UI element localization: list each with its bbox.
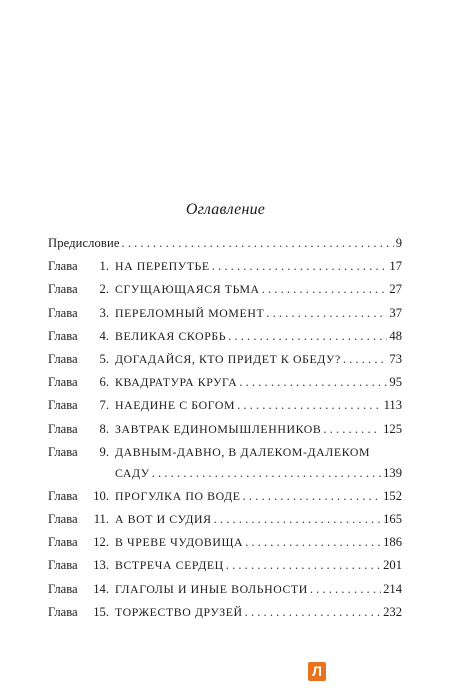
toc-entry-title: НАЕДИНЕ С БОГОМ bbox=[115, 398, 236, 413]
leader-dots bbox=[262, 282, 388, 297]
toc-entry-page: 232 bbox=[383, 604, 402, 619]
leader-dots bbox=[310, 582, 381, 597]
toc-entry-page: 125 bbox=[383, 421, 402, 436]
chapter-word: Глава bbox=[48, 558, 78, 573]
chapter-word: Глава bbox=[48, 421, 78, 436]
chapter-number: 15. bbox=[93, 604, 109, 619]
chapter-number: 9. bbox=[99, 444, 109, 459]
toc-entry-title: КВАДРАТУРА КРУГА bbox=[115, 375, 238, 390]
leader-dots bbox=[239, 375, 387, 390]
toc-entry-chapter-1[interactable] bbox=[48, 259, 402, 274]
leader-dots bbox=[212, 259, 388, 274]
toc-entry-page: 95 bbox=[389, 375, 402, 390]
toc-entry-chapter-7[interactable] bbox=[48, 398, 402, 413]
chapter-word: Глава bbox=[48, 444, 78, 459]
toc-entry-title: ДОГАДАЙСЯ, КТО ПРИДЕТ К ОБЕДУ? bbox=[115, 351, 341, 366]
toc-heading: Оглавление bbox=[185, 201, 266, 218]
toc-entry-chapter-2[interactable] bbox=[48, 282, 402, 297]
toc-entry-title: НА ПЕРЕПУТЬЕ bbox=[115, 259, 210, 274]
leader-dots bbox=[226, 558, 381, 573]
chapter-word: Глава bbox=[48, 375, 78, 390]
chapter-number: 14. bbox=[93, 581, 109, 596]
toc-entry-chapter-11[interactable] bbox=[48, 512, 402, 527]
toc-entry-page: 73 bbox=[389, 351, 402, 366]
leader-dots bbox=[237, 398, 382, 413]
toc-entry-title: Предисловие bbox=[48, 236, 120, 250]
toc-entry-chapter-10[interactable] bbox=[48, 489, 402, 504]
publisher-logo-icon bbox=[308, 662, 326, 681]
toc-entry-title: ПРОГУЛКА ПО ВОДЕ bbox=[115, 488, 241, 503]
toc-entry-title: А ВОТ И СУДИЯ bbox=[115, 512, 212, 527]
chapter-number: 1. bbox=[99, 259, 109, 274]
toc-entry-chapter-9[interactable] bbox=[48, 445, 402, 481]
toc-entry-title: ТОРЖЕСТВО ДРУЗЕЙ bbox=[115, 604, 243, 619]
chapter-number: 3. bbox=[99, 305, 109, 320]
leader-dots bbox=[245, 605, 381, 620]
toc-entry-page: 139 bbox=[383, 465, 402, 480]
chapter-number: 5. bbox=[99, 351, 109, 366]
toc-entry-page: 9 bbox=[395, 236, 402, 250]
toc-entry-chapter-4[interactable] bbox=[48, 329, 402, 344]
toc-entry-chapter-3[interactable] bbox=[48, 306, 402, 321]
toc-entry-page: 201 bbox=[383, 558, 402, 573]
chapter-number: 13. bbox=[93, 558, 109, 573]
leader-dots bbox=[122, 236, 394, 251]
chapter-number: 4. bbox=[99, 328, 109, 343]
toc-entry-chapter-6[interactable] bbox=[48, 375, 402, 390]
toc-entry-chapter-8[interactable] bbox=[48, 422, 402, 437]
chapter-word: Глава bbox=[48, 512, 78, 527]
table-of-contents bbox=[48, 236, 402, 628]
leader-dots bbox=[214, 512, 382, 527]
leader-dots bbox=[152, 466, 381, 481]
toc-entry-page: 37 bbox=[389, 305, 402, 320]
toc-entry-page: 165 bbox=[383, 512, 402, 527]
toc-entry-title-line-1: ДАВНЫМ-ДАВНО, В ДАЛЕКОМ-ДАЛЕКОМ bbox=[115, 444, 371, 459]
chapter-word: Глава bbox=[48, 305, 78, 320]
toc-entry-chapter-15[interactable] bbox=[48, 605, 402, 620]
toc-entry-page: 113 bbox=[383, 398, 402, 413]
toc-entry-title: ГЛАГОЛЫ И ИНЫЕ ВОЛЬНОСТИ bbox=[115, 581, 308, 596]
toc-entry-page: 17 bbox=[389, 259, 402, 274]
chapter-word: Глава bbox=[48, 581, 78, 596]
toc-entry-title: ВСТРЕЧА СЕРДЕЦ bbox=[115, 558, 224, 573]
leader-dots bbox=[245, 535, 381, 550]
chapter-word: Глава bbox=[48, 398, 78, 413]
leader-dots bbox=[343, 352, 388, 367]
chapter-number: 12. bbox=[93, 535, 109, 550]
leader-dots bbox=[228, 329, 387, 344]
toc-entry-chapter-12[interactable] bbox=[48, 535, 402, 550]
toc-entry-page: 186 bbox=[383, 535, 402, 550]
chapter-word: Глава bbox=[48, 351, 78, 366]
toc-entry-page: 152 bbox=[383, 488, 402, 503]
chapter-number: 10. bbox=[93, 488, 109, 503]
toc-entry-title-line-2: САДУ bbox=[115, 465, 150, 480]
toc-entry-title: В ЧРЕВЕ ЧУДОВИЩА bbox=[115, 535, 244, 550]
toc-entry-chapter-5[interactable] bbox=[48, 352, 402, 367]
chapter-word: Глава bbox=[48, 328, 78, 343]
toc-entry-page: 27 bbox=[389, 282, 402, 297]
chapter-number: 8. bbox=[99, 421, 109, 436]
leader-dots bbox=[266, 306, 387, 321]
chapter-word: Глава bbox=[48, 282, 78, 297]
chapter-number: 7. bbox=[99, 398, 109, 413]
toc-entry-chapter-14[interactable] bbox=[48, 582, 402, 597]
toc-entry-title: ЗАВТРАК ЕДИНОМЫШЛЕННИКОВ bbox=[115, 421, 322, 436]
toc-entry-title: ВЕЛИКАЯ СКОРБЬ bbox=[115, 328, 227, 343]
toc-entry-page: 48 bbox=[389, 328, 402, 343]
chapter-word: Глава bbox=[48, 259, 78, 274]
chapter-number: 2. bbox=[99, 282, 109, 297]
toc-entry-title: ПЕРЕЛОМНЫЙ МОМЕНТ bbox=[115, 305, 265, 320]
toc-entry-page: 214 bbox=[383, 581, 402, 596]
leader-dots bbox=[323, 422, 381, 437]
chapter-word: Глава bbox=[48, 604, 78, 619]
leader-dots bbox=[243, 489, 382, 504]
chapter-number: 11. bbox=[93, 512, 109, 527]
chapter-number: 6. bbox=[99, 375, 109, 390]
logo-letter: Л bbox=[312, 663, 322, 679]
chapter-word: Глава bbox=[48, 535, 78, 550]
chapter-word: Глава bbox=[48, 488, 78, 503]
toc-entry-preface[interactable] bbox=[48, 236, 402, 251]
toc-entry-title: СГУЩАЮЩАЯСЯ ТЬМА bbox=[115, 282, 260, 297]
toc-entry-chapter-13[interactable] bbox=[48, 558, 402, 573]
